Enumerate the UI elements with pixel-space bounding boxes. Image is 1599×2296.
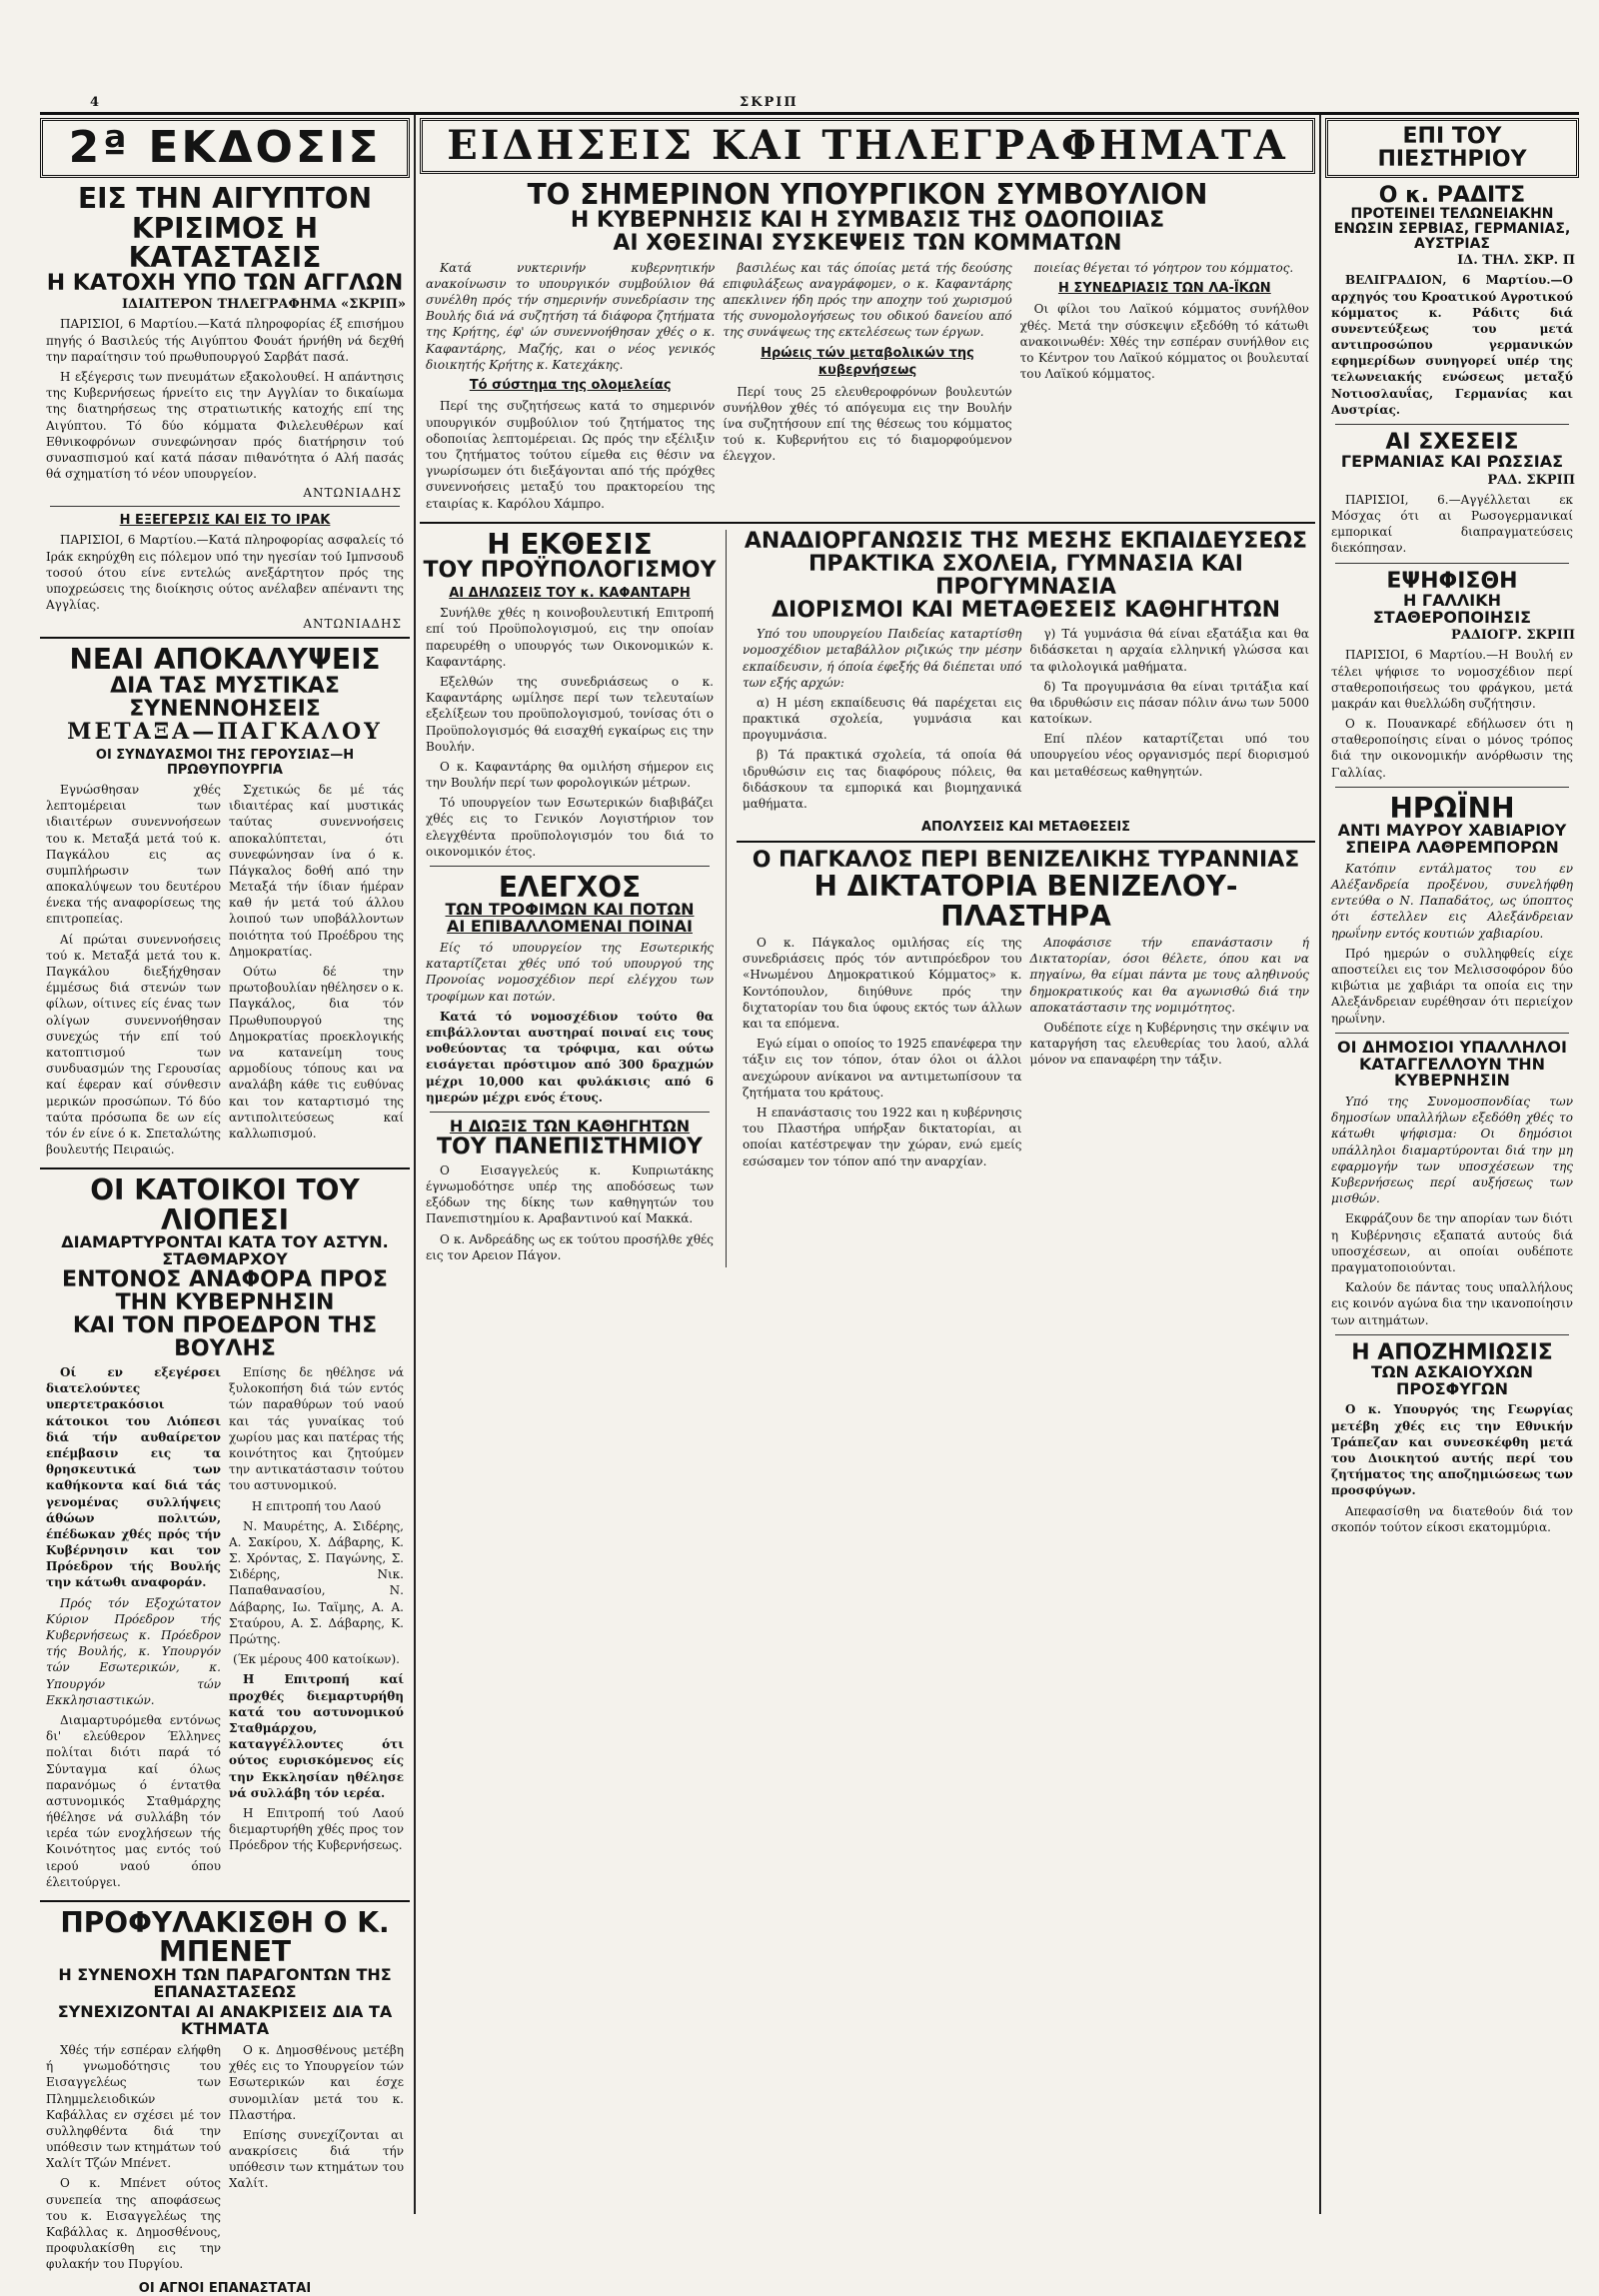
- paragraph: Ο κ. Πάγκαλος ομιλήσας είς της συνεδριάσεις πρός τόν αντιπρόεδρον του «Ηνωμένου Δημοκρατικού Κόμματος» κ. Κοντόπουλον, διηύθυνε πρός την διχτατορίαν του δια ύφους εκτός των άλλων και τα επόμενα.: [743, 936, 1022, 1031]
- top-rule: [40, 112, 1579, 115]
- paragraph: γ) Τά γυμνάσια θά είναι εξατάξια και θα διδάσκεται η αρχαία ελληνική γλώσσα και τα φιλολογικά μαθήματα.: [1029, 627, 1309, 674]
- headline: ΕΨΗΦΙΣΘΗ: [1386, 568, 1518, 594]
- edition-banner: 2ª ΕΚΔΟΣΙΣ: [40, 118, 410, 178]
- folio: [40, 95, 1579, 109]
- paragraph: Οι φίλοι του Λαϊκού κόμματος συνήλθον χθές. Μετά την σύσκεψιν εξεδόθη τό κάτωθι ανακοινωθέν: Χθές την εσπέραν συνήλθον εις το Κέντρον του Λαϊκού κόμματος οι βουλευταί του Λαϊκού κόμματος.: [1019, 302, 1309, 382]
- paragraph: Είς τό υπουργείον της Εσωτερικής καταρτίζεται χθές υπό τού υπουργού της Προνοίας νομοσχέδιον περί ελέγχου των τροφίμων και ποτών.: [426, 941, 714, 1004]
- article-heroin: [1325, 791, 1579, 1027]
- paragraph: Πρός τόν Εξοχώτατον Κύριον Πρόεδρον τής Κυβερνήσεως κ. Πρόεδρον τής Βουλής, κ. Υπουργόν τών Εσωτερικών, κ. Υπουργόν τών Εκκλησιαστικών.: [46, 1595, 221, 1707]
- kicker: ΙΔΙΑΙΤΕΡΟΝ ΤΗΛΕΓΡΑΦΗΜΑ «ΣΚΡΙΠ»: [121, 297, 406, 313]
- article-university: [420, 1116, 720, 1263]
- headline: ΔΙΑ ΤΑΣ ΜΥΣΤΙΚΑΣ ΣΥΝΕΝΝΟΗΣΕΙΣ: [110, 673, 340, 722]
- subheadline: ΑΙ ΔΗΛΩΣΕΙΣ ΤΟΥ κ. ΚΑΦΑΝΤΑΡΗ: [449, 586, 691, 602]
- paragraph: Κατά τό νομοσχέδιον τούτο θα επιβάλλονται αυστηραί ποιναί εις τους νοθεύοντας τα τρόφιμα, και ούτω εισάγεται πρόστιμον από 300 δραχμών μέχρι 10,000 και φυλάκισις από 6 ημερών μέχρι ενός έτους.: [426, 1009, 714, 1105]
- headline: ΚΡΙΣΙΜΟΣ Η ΚΑΤΑΣΤΑΣΙΣ: [128, 211, 322, 274]
- paragraph: Εγνώσθησαν χθές λεπτομέρειαι των ιδιαιτέρων συνεννοήσεων του κ. Μεταξά μετά τού κ. Παγκάλου εις ας συμπλήρωσιν των αποκαλύψεων του δευτέρου ένεκα τής αναφορίσεως της επιτροπείας.: [46, 782, 221, 927]
- paragraph: Επί πλέον καταρτίζεται υπό του υπουργείου νέος οργανισμός περί διορισμού και μεταθέσεως καθηγητών.: [1029, 732, 1309, 779]
- headline: Η ΔΙΚΤΑΤΟΡΙΑ ΒΕΝΙΖΕΛΟΥ-ΠΛΑΣΤΗΡΑ: [813, 870, 1238, 933]
- article-food-control: [420, 873, 720, 1106]
- paragraph: Απεφασίσθη να διατεθούν διά τον σκοπόν τούτον είκοσι εκατομμύρια.: [1331, 1503, 1573, 1534]
- paragraph: Τό υπουργείον των Εσωτερικών διαβιβάζει χθές εις το Γενικόν Λογιστήριον τον ελεγχθέντα προϋπολογισμόν του διά το οικονομικόν έτος.: [426, 796, 714, 859]
- headline: ΑΙ ΧΘΕΣΙΝΑΙ ΣΥΣΚΕΨΕΙΣ ΤΩΝ ΚΟΜΜΑΤΩΝ: [613, 231, 1122, 257]
- headline: ΣΠΕΙΡΑ ΛΑΘΡΕΜΠΟΡΩΝ: [1345, 838, 1559, 858]
- paragraph: Ο κ. Καφαντάρης θα ομιλήση σήμερον εις την Βουλήν περί των φορολογικών μέτρων.: [426, 759, 714, 791]
- subheadline: Τό σύστημα της ολομελείας: [469, 377, 672, 393]
- article-cabinet: [420, 180, 1315, 516]
- paragraph: ΒΕΛΙΓΡΑΔΙΟΝ, 6 Μαρτίου.—Ο αρχηγός του Κροατικού Αγροτικού κόμματος κ. Ράδιτς διά συνεντεύξεως του μετά αντιπροσώπου γερμανικών εφημερίδων συνηγορεί υπέρ της τελωνειακής ενώσεως μεταξύ Νοτιοσλαυΐας, Γερμανίας και Αυστρίας.: [1331, 273, 1573, 417]
- center-column: [420, 118, 1315, 2207]
- paragraph: α) Η μέση εκπαίδευσις θά παρέχεται εις πρακτικά σχολεία, γυμνάσια και προγυμνάσια.: [743, 695, 1022, 743]
- headline: Η ΚΥΒΕΡΝΗΣΙΣ ΚΑΙ Η ΣΥΜΒΑΣΙΣ ΤΗΣ ΟΔΟΠΟΙΙΑΣ: [570, 208, 1165, 234]
- paragraph: Ο κ. Πουανκαρέ εδήλωσεν ότι η σταθεροποίησις είναι ο μόνος τρόπος διά την οικονομικήν ανόρθωσιν της Γαλλίας.: [1331, 717, 1573, 780]
- paragraph: Η Επιτροπή τού Λαού διεμαρτυρήθη χθές προς τον Πρόεδρον τής Κυβερνήσεως.: [229, 1805, 404, 1853]
- paragraph: Καλούν δε πάντας τους υπαλλήλους εις κοινόν αγώνα δια την ικανοποίησιν των αιτημάτων.: [1331, 1280, 1573, 1327]
- headline: Η ΚΑΤΟΧΗ ΥΠΟ ΤΩΝ ΑΓΓΛΩΝ: [46, 271, 404, 297]
- headline: ΟΙ ΔΗΜΟΣΙΟΙ ΥΠΑΛΛΗΛΟΙ: [1337, 1037, 1567, 1057]
- article-budget: [420, 527, 720, 860]
- headline: ΤΟ ΣΗΜΕΡΙΝΟΝ ΥΠΟΥΡΓΙΚΟΝ ΣΥΜΒΟΥΛΙΟΝ: [527, 178, 1208, 211]
- byline: ΑΝΤΩΝΙΑΔΗΣ: [303, 617, 402, 632]
- article-egypt: [40, 184, 410, 500]
- paragraph: Αποφάσισε τήν επανάστασιν ή Δικτατορίαν, όσοι θέλετε, όπου και να πηγαίνω, θα είμαι πάντα με τους αληθινούς δημοκρατικούς και θα αγωνισθώ διά την αποκατάστασιν της νομιμότητος.: [1029, 936, 1309, 1015]
- paragraph: Σχετικώς δε μέ τάς ιδιαιτέρας καί μυστικάς ταύτας συνεννοήσεις αποκαλύπτεται, ότι συνεφώνησαν ίνα ό κ. Πάγκαλος δοθή από την Μεταξά τήν ίδιαν ήμέραν καθ ήν μετά τού άλλου λοιπού των υποβάλλοντων ποιότητα τού Προέδρου της Δημοκρατίας.: [229, 782, 404, 959]
- paragraph: Ο κ. Δημοσθένους μετέβη χθές εις το Υπουργείον τών Εσωτερικών και έσχε συνομιλίαν μετά του κ. Πλαστήρα.: [229, 2042, 404, 2122]
- paragraph: Κατόπιν εντάλματος του εν Αλέξανδρεία προξένου, συνελήφθη εντεύθα ο Ν. Παπαδάτος, ως ύποπτος ότι έστελλεν εις Αλεξάνδρειαν ηρωΐνην εντός κουτιών χαβιαρίου.: [1331, 861, 1573, 941]
- paragraph: Υπό του υπουργείου Παιδείας καταρτίσθη νομοσχέδιον μεταβάλλον ριζικώς την μέσην εκπαίδευσιν, ή όποία έφεξής θά διέπεται υπό των εξής αρχών:: [743, 627, 1022, 690]
- subheadline: ΟΙ ΑΓΝΟΙ ΕΠΑΝΑΣΤΑΤΑΙ: [138, 2280, 312, 2296]
- headline: ΤΟΥ ΠΡΟΫΠΟΛΟΓΙΣΜΟΥ: [423, 558, 717, 584]
- byline: ΑΝΤΩΝΙΑΔΗΣ: [303, 486, 402, 501]
- paragraph: Συνήλθε χθές η κοινοβουλευτική Επιτροπή επί τού Προϋπολογισμού, εις την οποίαν παρευρέθη ο υπουργός των Οικονομικών κ. Καφαντάρης.: [426, 606, 714, 669]
- headline: Η ΕΞΕΓΕΡΣΙΣ ΚΑΙ ΕΙΣ ΤΟ ΙΡΑΚ: [119, 513, 331, 529]
- headline: ΕΙΣ ΤΗΝ ΑΙΓΥΠΤΟΝ: [77, 182, 373, 216]
- headline: ΜΕΤΑΞΑ—ΠΑΓΚΑΛΟΥ: [67, 718, 383, 745]
- headline: ΠΡΟΤΕΙΝΕΙ ΤΕΛΩΝΕΙΑΚΗΝ ΕΝΩΣΙΝ ΣΕΡΒΙΑΣ, ΓΕΡΜΑΝΙΑΣ, ΑΥΣΤΡΙΑΣ: [1333, 206, 1571, 252]
- article-education: [737, 530, 1315, 835]
- paragraph: Η επανάστασις του 1922 και η κυβέρνησις του Πλαστήρα υπήρξαν δικτατορίαι, αι οποίαι κατέστρεψαν την χώραν, ενώ εμείς εσώσαμεν τον τόπον από την αναρχίαν.: [743, 1105, 1022, 1168]
- left-column: [40, 118, 410, 2296]
- kicker: ΙΔ. ΤΗΛ. ΣΚΡ. Π: [1457, 253, 1575, 269]
- right-column: [1325, 118, 1579, 2207]
- article-liopesi: [40, 1175, 410, 1894]
- headline: ΔΙΑΜΑΡΤΥΡΟΝΤΑΙ ΚΑΤΑ ΤΟΥ ΑΣΤΥΝ. ΣΤΑΘΜΑΡΧΟΥ: [61, 1232, 389, 1268]
- headline: ΑΝΑΔΙΟΡΓΑΝΩΣΙΣ ΤΗΣ ΜΕΣΗΣ ΕΚΠΑΙΔΕΥΣΕΩΣ: [744, 528, 1308, 554]
- paragraph: Η Επιτροπή καί προχθές διεμαρτυρήθη κατά του αστυνομικού Σταθμάρχου, καταγγέλλοντες ότι ούτος ευρισκόμενος είς την Εκκλησίαν ηθέλησε νά συλλάβη τόν ιερέα.: [229, 1672, 404, 1800]
- paragraph: Περί τους 25 ελευθεροφρόνων βουλευτών συνήλθον χθές τό απόγευμα εις την Βουλήν ίνα συζητήσουν επί της θέσεως του κόμματος τού κ. Κυβερνήτου εις τό διαμορφούμενον έλεγχον.: [723, 384, 1012, 464]
- paragraph: (Έκ μέρους 400 κατοίκων).: [233, 1652, 400, 1667]
- article-benet: [40, 1908, 410, 2296]
- paragraph: Ο Εισαγγελεύς κ. Κυπριωτάκης έγνωμοδότησε υπέρ της αποδόσεως των εξόδων της δίκης των καθηγητών του Πανεπιστημίου κ. Αραβαντινού καί Μακκά.: [426, 1162, 714, 1226]
- headline: ΕΛΕΓΧΟΣ: [498, 871, 642, 905]
- headline: ΕΠΙ ΤΟΥ ΠΙΕΣΤΗΡΙΟΥ: [1325, 118, 1579, 178]
- subheadline: Ηρώεις τών μεταβολικών της κυβερνήσεως: [761, 345, 974, 379]
- article-iraq: [40, 513, 410, 631]
- headline: ΔΙΟΡΙΣΜΟΙ ΚΑΙ ΜΕΤΑΘΕΣΕΙΣ ΚΑΘΗΓΗΤΩΝ: [772, 598, 1280, 624]
- paragraph: Ν. Μαυρέτης, Α. Σιδέρης, Α. Σακίρου, Χ. Δάβαρης, Κ. Σ. Χρόντας, Σ. Παγώνης, Σ. Σιδέρης, Νικ. Παπαθανασίου, Ν. Δάβαρης, Ιω. Ταϊμης, Α. Α. Σταύρου, Α. Σ. Δάβαρης, Κ. Πρώτης.: [229, 1518, 404, 1646]
- section-banner: ΕΙΔΗΣΕΙΣ ΚΑΙ ΤΗΛΕΓΡΑΦΗΜΑΤΑ: [420, 118, 1315, 174]
- paragraph: ποιείας θέγεται τό γόητρον του κόμματος.: [1033, 260, 1294, 275]
- headline: ΠΡΑΚΤΙΚΑ ΣΧΟΛΕΙΑ, ΓΥΜΝΑΣΙΑ ΚΑΙ ΠΡΟΓΥΜΝΑΣΙΑ: [808, 551, 1243, 600]
- headline: ΗΡΩΪΝΗ: [1389, 791, 1515, 825]
- article-raditch: [1325, 118, 1579, 418]
- paragraph: Ουδέποτε είχε η Κυβέρνησις την σκέψιν να καταργήση τας ελευθερίας του λαού, αλλά μόνον να επαναφέρη την τάξιν.: [1029, 1021, 1309, 1068]
- paragraph: Επίσης συνεχίζονται αι ανακρίσεις διά τήν υπόθεσιν των κτημάτων του Χαλίτ.: [229, 2127, 404, 2191]
- article-civil-servants: [1325, 1037, 1579, 1328]
- headline: Ο ΠΑΓΚΑΛΟΣ ΠΕΡΙ ΒΕΝΙΖΕΛΙΚΗΣ ΤΥΡΑΝΝΙΑΣ: [752, 848, 1300, 874]
- article-compensation: [1325, 1341, 1579, 1535]
- paragraph: Πρό ημερών ο συλληφθείς είχε αποστείλει εις τον Μελισσοφόρον δύο κιβώτια με χαβιάρι τα οποία εις την Αλεξάνδρειαν ευρέθησαν ότι περιείχον ηρωΐνην.: [1331, 946, 1573, 1026]
- paragraph: Ο κ. Ανδρεάδης ως εκ τούτου προσήλθε χθές εις τον Αρειον Πάγον.: [426, 1231, 714, 1262]
- headline: ΑΙ ΕΠΙΒΑΛΛΟΜΕΝΑΙ ΠΟΙΝΑΙ: [447, 917, 693, 937]
- headline: Η ΕΚΘΕΣΙΣ: [487, 527, 653, 561]
- paragraph: βασιλέως και τάς όποίας μετά τής δεούσης επιφυλάξεως αναγράφομεν, ο κ. Καφαντάρης απεκλινεν ήδη πρός την αποχην τού χωρισμού τής συνομολογήσεως του οδικού δανείου από της συνάψεως της εκτελέσεως των έργων.: [723, 260, 1012, 340]
- paragraph: Κατά νυκτερινήν κυβερνητικήν ανακοίνωσιν το υπουργικόν συμβούλιον θά συνέλθη πρός τήν σημερινήν συνεδρίασιν της Βουλής διά νά συζητήση τά διάφορα ζητήματα της Κρήτης, έφ' ών συνεννοήθησαν χθές ο κ. Καφαντάρης, Μαζής, και ο νέος γενικός διοικητής Κρήτης κ. Κατεχάκης.: [426, 260, 716, 372]
- masthead-name: ΣΚΡΙΠ: [740, 95, 799, 110]
- page-number: 4: [90, 95, 100, 110]
- subheadline: ΑΠΟΛΥΣΕΙΣ ΚΑΙ ΜΕΤΑΘΕΣΕΙΣ: [920, 820, 1131, 836]
- article-vote: [1325, 570, 1579, 781]
- paragraph: Επίσης δε ηθέλησε νά ξυλοκοπήση διά τών εντός τών παραθύρων τού ναού και τάς γυναίκας τού χωρίου μας και πατέρας τής κοινότητος και ζητούμεν την αντικατάστασιν τούτου του αστυνομικού.: [229, 1365, 404, 1493]
- paragraph: Εγώ είμαι ο οποίος το 1925 επανέφερα την τάξιν εις τον τόπον, όταν όλοι οι άλλοι ανεχώρουν ανίκανοι να αντιμετωπίσουν τα ζητήματα του κράτους.: [743, 1037, 1022, 1100]
- headline: ΣΥΝΕΧΙΖΟΝΤΑΙ ΑΙ ΑΝΑΚΡΙΣΕΙΣ ΔΙΑ ΤΑ ΚΤΗΜΑΤΑ: [57, 2002, 393, 2039]
- headline: Η ΑΠΟΖΗΜΙΩΣΙΣ: [1351, 1339, 1553, 1365]
- column-divider: [414, 115, 416, 2214]
- headline: Ο κ. ΡΑΔΙΤΣ: [1378, 183, 1526, 209]
- subheadline: Η ΣΥΝΕΔΡΙΑΣΙΣ ΤΩΝ ΛΑ-ΪΚΩΝ: [1057, 280, 1271, 296]
- paragraph: β) Τά πρακτικά σχολεία, τά οποία θά ιδρυθώσιν εις τας διαφόρους πόλεις, θα διδάσκουν τα εμπορικά και βιομηχανικά μαθήματα.: [743, 748, 1022, 811]
- paragraph: Ο κ. Υπουργός της Γεωργίας μετέβη χθές εις την Εθνικήν Τράπεζαν και συνεσκέφθη μετά του Διοικητού αυτής περί του ζητήματος της αποζημιώσεως των προσφύγων.: [1331, 1402, 1573, 1498]
- headline: ΟΙ ΚΑΤΟΙΚΟΙ ΤΟΥ ΛΙΟΠΕΣΙ: [90, 1173, 360, 1236]
- signature: Η επιτροπή του Λαού: [251, 1498, 382, 1513]
- headline: Η ΣΥΝΕΝΟΧΗ ΤΩΝ ΠΑΡΑΓΟΝΤΩΝ ΤΗΣ ΕΠΑΝΑΣΤΑΣΕΩΣ: [58, 1964, 392, 2001]
- paragraph: ΠΑΡΙΣΙΟΙ, 6.—Αγγέλλεται εκ Μόσχας ότι αι Ρωσογερμανικαί εμπορικαί διαπραγματεύσεις διεκόπησαν.: [1331, 492, 1573, 556]
- kicker: ΡΑΔ. ΣΚΡΙΠ: [1487, 472, 1575, 488]
- article-relations: [1325, 431, 1579, 557]
- paragraph: Υπό της Συνομοσπονδίας των δημοσίων υπαλλήλων εξεδόθη χθές το κάτωθι ψήφισμα: Οι δημόσιοι υπάλληλοι διαμαρτύρονται διά την μη εφαρμογήν των υποσχέσεων της Κυβερνήσεως περί αυξήσεως των μισθών.: [1331, 1095, 1573, 1206]
- headline: ΠΡΟΦΥΛΑΚΙΣΘΗ Ο Κ. ΜΠΕΝΕΤ: [60, 1906, 390, 1969]
- headline: ΚΑΙ ΤΟΝ ΠΡΟΕΔΡΟΝ ΤΗΣ ΒΟΥΛΗΣ: [72, 1312, 378, 1361]
- headline: ΕΝΤΟΝΟΣ ΑΝΑΦΟΡΑ ΠΡΟΣ ΤΗΝ ΚΥΒΕΡΝΗΣΙΝ: [62, 1266, 388, 1315]
- paragraph: Εκφράζουν δε την απορίαν των διότι η Κυβέρνησις εξαπατά αυτούς διά υποσχέσεων, αι οποίαι ουδέποτε πραγματοποιούνται.: [1331, 1211, 1573, 1274]
- headline: Η ΔΙΩΞΙΣ ΤΩΝ ΚΑΘΗΓΗΤΩΝ: [449, 1116, 691, 1136]
- subheadline: ΟΙ ΣΥΝΔΥΑΣΜΟΙ ΤΗΣ ΓΕΡΟΥΣΙΑΣ—Η ΠΡΩΘΥΠΟΥΡΓΙΑ: [95, 747, 355, 778]
- headline: ΤΩΝ ΤΡΟΦΙΜΩΝ ΚΑΙ ΠΟΤΩΝ: [445, 900, 695, 920]
- paragraph: ΠΑΡΙΣΙΟΙ, 6 Μαρτίου.—Η Βουλή εν τέλει ψήφισε το νομοσχέδιον περί σταθεροποιήσεως του φράγκου, μετά μακράν και θυελλώδη συζήτησιν.: [1331, 648, 1573, 711]
- paragraph: Οί εν εξεγέρσει διατελούντες υπερτετρακόσιοι κάτοικοι του Λιόπεσι διά τήν αυθαίρετον επέμβασιν εις τα θρησκευτικά των καθήκοντα καί διά τάς γενομένας συλλήψεις άθώων πολιτών, έπέδωκαν χθές πρός τήν Κυβέρνησιν και τον Πρόεδρον τής Βουλής την κάτωθι αναφοράν.: [46, 1365, 221, 1590]
- article-pangalos: [737, 849, 1315, 1173]
- paragraph: Χθές τήν εσπέραν ελήφθη ή γνωμοδότησις του Εισαγγελέως των Πλημμελειοδικών Καβάλλας εν σχέσει μέ τον συλληφθέντα διά την υπόθεσιν των κτημάτων τού Χαλίτ Τζών Μπένετ.: [46, 2042, 221, 2171]
- headline: ΤΟΥ ΠΑΝΕΠΙΣΤΗΜΙΟΥ: [437, 1134, 703, 1159]
- kicker: ΡΑΔΙΟΓΡ. ΣΚΡΙΠ: [1450, 628, 1575, 644]
- headline: ΑΝΤΙ ΜΑΥΡΟΥ ΧΑΒΙΑΡΙΟΥ: [1337, 821, 1567, 841]
- paragraph: δ) Τα προγυμνάσια θα είναι τριτάξια καί θα ιδρυθώσιν εις πάσαν πόλιν άνω των 5000 κατοίκων.: [1029, 679, 1309, 727]
- column-divider: [1319, 115, 1321, 2214]
- paragraph: Αί πρώται συνεννοήσεις τού κ. Μεταξά μετά του κ. Παγκάλου διεξήχθησαν έμμέσως διά στενών των φίλων, οίτινες είς ένας των ολίγων συνεννοήθησαν συνεχώς τήν επί τού κατοπτισμού των συνδυασμών της Γερουσίας καί έφεραν καί σύνθεσιν μερικών προσώπων. Τό δύο ταύτα πρόσωπα δε ων είς τόν έν είνε ό κ. Σπεταλώτης βουλευτής Πειραιώς.: [46, 932, 221, 1157]
- article-metaxas: [40, 645, 410, 1161]
- paragraph: Η εξέγερσις των πνευμάτων εξακολουθεί. Η απάντησις της Κυβερνήσεως ήρνείτο εις την Αγγλίαν το δικαίωμα της διατηρήσεως της στρατιωτικής κατοχής επί της Αιγύπτου. Τό δύο κόμματα Φιλελευθέρων καί Εθνικοφρόνων συνεφώνησαν πρός διατήρησιν τού συνασπισμού καί κατά πάσαν πιθανότητα ό Αλή πασάς θά σχηματίση τό νέον υπουργείον.: [46, 370, 404, 482]
- paragraph: ΠΑΡΙΣΙΟΙ, 6 Μαρτίου.—Κατά πληροφορίας έξ επισήμου πηγής ό Βασιλεύς τής Αιγύπτου Φουάτ ήρνήθη νά δεχθή την παραίτησιν τού πρωθυπουργού Σαρβάτ πασά.: [46, 317, 404, 364]
- paragraph: ΠΑΡΙΣΙΟΙ, 6 Μαρτίου.—Κατά πληροφορίας ασφαλείς τό Ιράκ εκηρύχθη εις πόλεμον υπό την ηγεσίαν τού Ιμπνσουδ τοσού ότου είνε εντελώς ανεξάρτητον πρός της υποχρεώσεις της διοίκησις ούτος ανέλαβεν απέναντι της Αγγλίας.: [46, 533, 404, 613]
- paragraph: Περί της συζητήσεως κατά το σημερινόν υπουργικόν συμβούλιον τού ζητήματος της οδοποιίας λεπτομέρειαι. Ως πρός την εξέλιξιν του ζητήματος τούτου είμεθα εις θέσιν να γνωρίσωμεν ότι διεξάγονται από τής πρόχθες συνεννοήσεις μεταξύ του πρακτορείου της εταιρίας κ. Καρόλου Χάμπρο.: [426, 399, 716, 511]
- headline: ΝΕΑΙ ΑΠΟΚΑΛΥΨΕΙΣ: [69, 643, 381, 677]
- paragraph: Διαμαρτυρόμεθα εντόνως δι' ελεύθερον Έλληνες πολίται διότι παρά τό Σύνταγμα καί όλως παρανόμως ό έντατθα αστυνομικός Σταθμάρχης ήθέλησε νά συλλάβη τόν ιερέα τών ενοχλήσεων τής Κοινότητος μας εντός τού ιερού ναού όπου έλειτούργει.: [46, 1712, 221, 1889]
- headline: ΑΙ ΣΧΕΣΕΙΣ: [1385, 430, 1519, 456]
- headline: Η ΓΑΛΛΙΚΗ ΣΤΑΘΕΡΟΠΟΙΗΣΙΣ: [1372, 590, 1532, 627]
- headline: ΓΕΡΜΑΝΙΑΣ ΚΑΙ ΡΩΣΣΙΑΣ: [1340, 452, 1564, 472]
- headline: ΤΩΝ ΑΣΚΑΙΟΥΧΩΝ ΠΡΟΣΦΥΓΩΝ: [1370, 1361, 1534, 1398]
- paragraph: Εξελθών της συνεδριάσεως ο κ. Καφαντάρης ωμίλησε περί των τελευταίων εξελίξεων του προϋπολογισμού, τονίσας ότι ο Προϋπολογισμός θά εισαχθή εγκαίρως εις την Βουλήν.: [426, 674, 714, 754]
- headline: ΚΑΤΑΓΓΕΛΛΟΥΝ ΤΗΝ ΚΥΒΕΡΝΗΣΙΝ: [1358, 1054, 1545, 1091]
- paragraph: Ο κ. Μπένετ ούτος συνεπεία της αποφάσεως του κ. Εισαγγελέως της Καβάλλας κ. Δημοσθένους, προφυλακίσθη εις την φυλακήν του Πυργίου.: [46, 2176, 221, 2272]
- paragraph: Ούτω δέ την πρωτοβουλίαν ηθέλησεν ο κ. Παγκάλος, δια τόν Πρωθυπουργού της Δημοκρατίας προεκλογικής να κατανείμη τους αρμοδίους τόπους και να αναλάβη κάθε τις ευθύνας και τον καταρτισμό της αντιπολιτεύσεως καί καλλωπισμού.: [229, 965, 404, 1141]
